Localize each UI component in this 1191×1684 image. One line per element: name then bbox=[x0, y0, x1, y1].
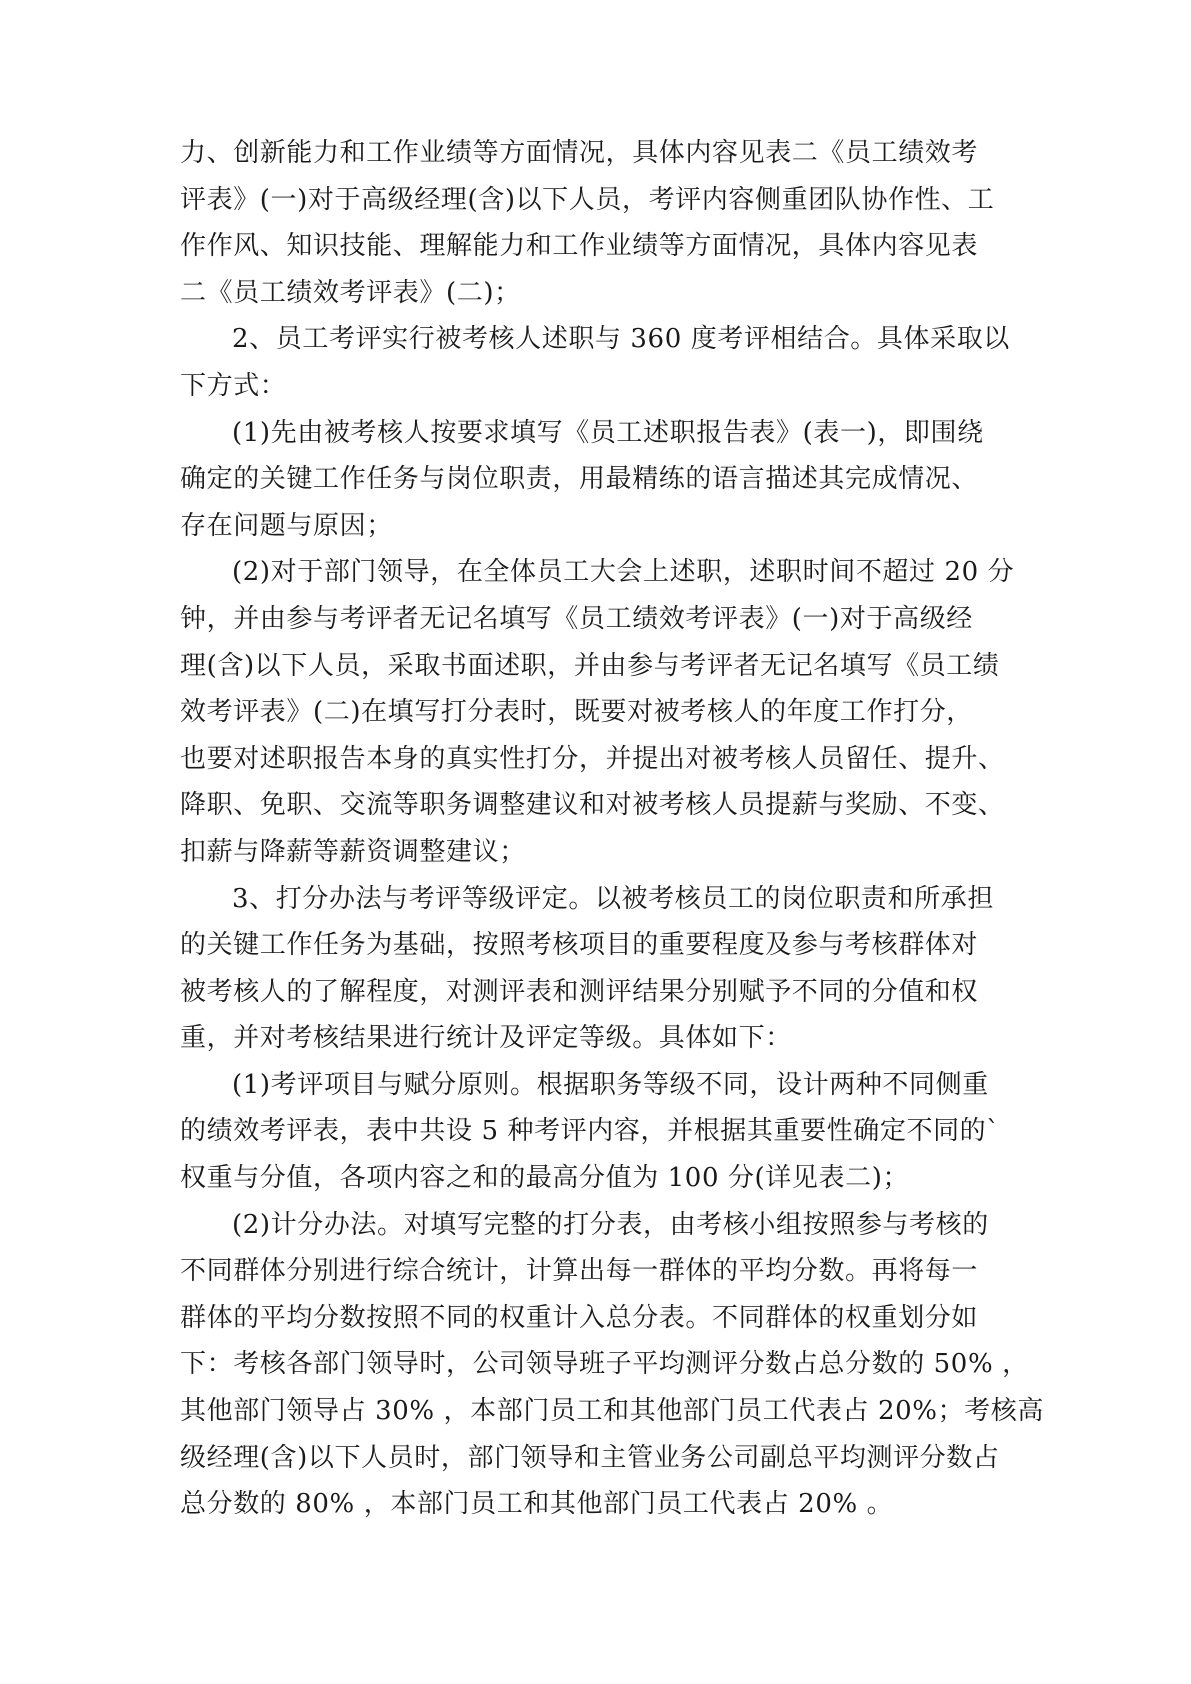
paragraph-line: 效考评表》(二)在填写打分表时，既要对被考核人的年度工作打分， bbox=[180, 697, 973, 728]
paragraph-line: 存在问题与原因； bbox=[180, 510, 393, 541]
document-body bbox=[180, 130, 1044, 1528]
paragraph-line: 力、创新能力和工作业绩等方面情况，具体内容见表二《员工绩效考 bbox=[180, 138, 979, 168]
paragraph-first-line: (1)考评项目与赋分原则。根据职务等级不同，设计两种不同侧重 bbox=[232, 1069, 989, 1100]
paragraph-line: 也要对述职报告本身的真实性打分，并提出对被考核人员留任、提升、 bbox=[180, 743, 1005, 774]
paragraph-first-line: (1)先由被考核人按要求填写《员工述职报告表》(表一)，即围绕 bbox=[232, 417, 984, 448]
paragraph-line: 群体的平均分数按照不同的权重计入总分表。不同群体的权重划分如 bbox=[180, 1302, 979, 1333]
paragraph-line: 级经理(含)以下人员时，部门领导和主管业务公司副总平均测评分数占 bbox=[180, 1442, 1000, 1473]
paragraph-line: 的绩效考评表，表中共设 5 种考评内容，并根据其重要性确定不同的` bbox=[180, 1116, 1000, 1147]
paragraph-line: 重，并对考核结果进行统计及评定等级。具体如下： bbox=[180, 1023, 792, 1054]
paragraph-line: 被考核人的了解程度，对测评表和测评结果分别赋予不同的分值和权 bbox=[180, 976, 979, 1007]
paragraph-first-line: (2)计分办法。对填写完整的打分表，由考核小组按照参与考核的 bbox=[232, 1209, 989, 1240]
paragraph-line: 扣薪与降薪等薪资调整建议； bbox=[180, 836, 526, 867]
paragraph-line: 确定的关键工作任务与岗位职责，用最精练的语言描述其完成情况、 bbox=[180, 464, 979, 495]
paragraph-line: 下：考核各部门领导时，公司领导班子平均测评分数占总分数的 50% ， bbox=[180, 1349, 1029, 1380]
paragraph-first-line: 2、员工考评实行被考核人述职与 360 度考评相结合。具体采取以 bbox=[232, 324, 1010, 355]
paragraph-line: 钟，并由参与考评者无记名填写《员工绩效考评表》(一)对于高级经 bbox=[180, 603, 973, 634]
paragraph-line: 作作风、知识技能、理解能力和工作业绩等方面情况，具体内容见表 bbox=[180, 231, 979, 262]
paragraph-line: 总分数的 80% ，本部门员工和其他部门员工代表占 20% 。 bbox=[180, 1489, 894, 1520]
paragraph-line: 下方式： bbox=[180, 370, 287, 401]
paragraph-line: 不同群体分别进行综合统计，计算出每一群体的平均分数。再将每一 bbox=[180, 1256, 979, 1287]
paragraph-line: 的关键工作任务为基础，按照考核项目的重要程度及参与考核群体对 bbox=[180, 930, 979, 961]
paragraph-line: 其他部门领导占 30% ，本部门员工和其他部门员工代表占 20%；考核高 bbox=[180, 1396, 1044, 1427]
paragraph-line: 降职、免职、交流等职务调整建议和对被考核人员提薪与奖励、不变、 bbox=[180, 790, 1005, 821]
paragraph-line: 评表》(一)对于高级经理(含)以下人员，考评内容侧重团队协作性、工 bbox=[180, 184, 995, 215]
paragraph-first-line: (2)对于部门领导，在全体员工大会上述职，述职时间不超过 20 分 bbox=[232, 557, 1015, 588]
paragraph-line: 理(含)以下人员，采取书面述职，并由参与考评者无记名填写《员工绩 bbox=[180, 650, 1000, 681]
paragraph-first-line: 3、打分办法与考评等级评定。以被考核员工的岗位职责和所承担 bbox=[232, 883, 994, 914]
paragraph-line: 权重与分值，各项内容之和的最高分值为 100 分(详见表二)； bbox=[180, 1163, 910, 1194]
paragraph-line: 二《员工绩效考评表》(二)； bbox=[180, 277, 521, 308]
